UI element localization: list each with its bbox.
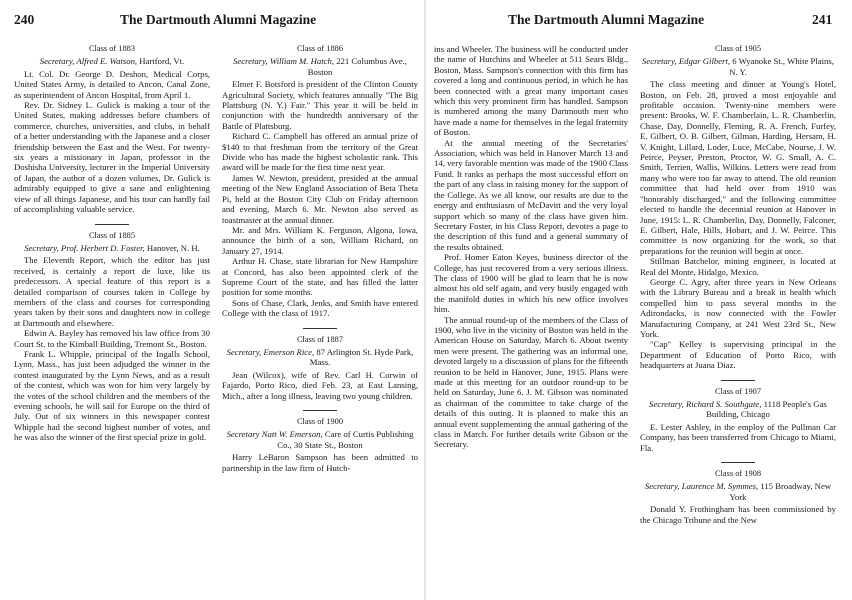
right-page (426, 0, 852, 600)
class-heading: Class of 1886 (296, 44, 344, 53)
news-paragraph: Prof. Homer Eaton Keyes, business director of the College, has just recovered from a very serious illness. The class of 1900 will be glad to learn that he is now almost his old self again, and very busily engaged with the manifold duties in which his new office involves him. (434, 252, 628, 315)
news-paragraph: Harry LeBaron Sampson has been admitted to partnership in the law firm of Hutch- (222, 452, 418, 473)
secretary-address: 221 Columbus Ave., Boston (307, 56, 407, 77)
class-heading: Class of 1900 (296, 417, 344, 426)
page-number: 241 (812, 12, 833, 27)
secretary-line (14, 56, 210, 66)
news-paragraph: Rev. Dr. Sidney L. Gulick is making a tour of the United States, making addresses before chambers of commerce, churches, universities, and clubs, in behalf of a better understanding with the Japanese and a closer friendship between the East and the West. For twenty-six years a missionary in Japan, professor in the Doshisha University, lecturer in the Imperial University of Japan, the author of a dozen volumes, Dr. Gulick is admirably equipped to give a sane and enlightening view of all things Japanese, and his tour can hardly fail of accomplishing valuable service. (14, 100, 210, 215)
class-heading: Class of 1908 (714, 469, 762, 479)
secretary-line (640, 56, 836, 77)
news-paragraph: Lt. Col. Dr. George D. Deshon, Medical Corps, United States Army, is detailed to Ancon, Canal Zone, as superintendent of Ancon Hospital, from April 1. (14, 68, 210, 100)
left-column-2 (222, 44, 418, 473)
news-paragraph: Richard C. Campbell has offered an annual prize of $140 to that freshman from the territory of the Great Divide who has made the highest scholastic rank. This award will be made for the first time next year. (222, 131, 418, 173)
secretary-line (222, 347, 418, 368)
secretary-line (640, 399, 836, 420)
secretary-address: 6 Wyanoke St., White Plains, N. Y. (729, 56, 834, 77)
news-paragraph: Jean (Wilcox), wife of Rev. Carl H. Corwin of Fajardo, Porto Rico, died Feb. 23, at East Lansing, Mich., after a long illness, leaving two young children. (222, 369, 418, 401)
secretary-name: Secretary, Emerson Rice, (226, 346, 315, 357)
news-paragraph: The annual round-up of the members of the Class of 1900, who live in the vicinity of Boston was held in the American House on Saturday, March 6. About twenty men were present. The gathering was an informal one, devoted largely to a discussion of plans for the fifteenth reunion to be held in Hanover, June, 1915. Plans were made at this meeting for an outdoor round-up to be held on Saturday, June 6. J. M. Gibson was nominated as chairman of the committee to take charge of the details of this outing. It is planned to make this an annual event supplementing the annual gathering of the class in March. For further details write Gibson or the Secretary. (434, 314, 628, 450)
secretary-line (640, 481, 836, 502)
secretary-name: Secretary, Edgar Gilbert, (642, 56, 731, 67)
section-divider (303, 410, 337, 411)
secretary-name: Secretary, Richard S. Southgate, (649, 399, 762, 409)
news-paragraph: Donald Y. Frothingham has been commissioned by the Chicago Tribune and the New (640, 504, 836, 525)
news-paragraph: Frank L. Whipple, principal of the Ingalls School, Lynn, Mass., has just been adjudged the winner in the contest inaugurated by the Lynn News, and as a result of the contest, which was won for him very largely by the votes of the school children and the members of the evening schools, he will sail for Europe on the third of July. Out of six winners in this newspaper contest Whipple had the second highest number of votes, and he was also the winner of the first special prize in gold. (14, 348, 210, 443)
secretary-address: Hartford, Vt. (137, 56, 185, 67)
left-column-1 (14, 44, 210, 443)
class-heading: Class of 1907 (714, 386, 762, 396)
section-divider (95, 224, 129, 225)
running-head: The Dartmouth Alumni Magazine (508, 12, 705, 27)
news-paragraph: The class meeting and dinner at Young's Hotel, Boston, on Feb. 28, proved a most enjoyable and profitable occasion. Twenty-nine members were present: Brooks, W. F. Chamberlain, L. R. Chamberlin, Chase, Day, Donnelly, Fleming, R. A. French, Furfey, E. Gilbert, O. B. Gilbert, Gilman, Harding, Hersam, H. V. Knight, Lillard, Loder, Luce, McCabe, Nourse, J. W. Peirce, Peyser, Preston, Proctor, W. G. Small, A. C. Smith, Terrien, Wallis, Wilkins. Letters were read from many who were too far away to attend. The old reunion committee that had held over from 1910 was "honorably discharged," and the following committee elected to handle the decennial reunion at Hanover in June, 1915: L. R. Chamberlin, Day, Donnelly, Falconer, E. Gilbert, Hale, Hills, Hobart, and J. W. Peirce. This committee is now organizing for the work, so that preparations for the reunion will begin at once. (640, 79, 836, 256)
secretary-line (222, 429, 418, 450)
news-paragraph: At the annual meeting of the Secretaries' Association, which was held in Hanover March 13 and 14, very favorable mention was made of the 1900 Class Fund. It ranks as perhaps the most successful effort on the part of any class in raising money for the support of the College. As we all know, our results are due to the energy and enthusiasm of McDavitt and the very loyal support which so many of the class have given him. Secretary Foster, in his Class Report, devotes a page to the description of this fund and a general summary of the results obtained. (434, 137, 628, 252)
class-heading: Class of 1883 (88, 44, 136, 53)
news-paragraph: Edwin A. Bayley has removed his law office from 30 Court St. to the Kimball Building, Tremont St., Boston. (14, 328, 210, 349)
running-head: The Dartmouth Alumni Magazine (120, 12, 317, 27)
right-column-2 (640, 44, 836, 525)
secretary-address: 115 Broadway, New York (729, 481, 832, 502)
class-heading: Class of 1885 (88, 230, 136, 240)
section-divider (721, 380, 755, 381)
news-paragraph: George C. Agry, after three years in New Orleans with the Library Bureau and a break in health which compelled him to pass several months in the Adirondacks, is now connected with the Fowler Manufacturing Company, at 241 West 23rd St., New York. (640, 276, 836, 339)
news-paragraph: E. Lester Ashley, in the employ of the Pullman Car Company, has been transferred from Chicago to Miami, Fla. (640, 421, 836, 453)
section-divider (721, 462, 755, 463)
class-heading: Class of 1905 (714, 44, 762, 53)
secretary-address: 1118 People's Gas Building, Chicago (706, 399, 827, 420)
news-paragraph: Mr. and Mrs. William K. Ferguson, Algona, Iowa, announce the birth of a son, William Richard, on January 27, 1914. (222, 224, 418, 256)
section-divider (303, 328, 337, 329)
secretary-address: Hanover, N. H. (144, 242, 200, 253)
news-paragraph: Stillman Batchelor, mining engineer, is located at Real del Monte, Hidalgo, Mexico. (640, 256, 836, 277)
news-paragraph: ins and Wheeler. The business will be conducted under the name of Hutchins and Wheeler at 511 Sears Bldg., Boston, Mass. Sampson's connection with this firm has covered a long and continuous period, in which he has been connected with a great many important cases which this very prominent firm has handled. Sampson is numbered among the many Dartmouth men who have made a name for themselves in the legal fraternity of Boston. (434, 44, 628, 138)
right-column-1 (434, 44, 628, 450)
news-paragraph: James W. Newton, president, presided at the annual meeting of the New England Association of Beta Theta Pi, held at the Boston City Club on Friday afternoon and evening, March 6. Mr. Newton also served as toastmaster at the annual dinner. (222, 172, 418, 225)
secretary-address: Care of Curtis Publishing Co., 30 State St., Boston (277, 429, 414, 450)
secretary-line (14, 243, 210, 253)
secretary-name: Secretary Natt W. Emerson, (226, 429, 323, 440)
secretary-name: Secretary, Laurence M. Symmes, (644, 481, 759, 492)
secretary-name: Secretary, Alfred E. Watson, (39, 56, 138, 67)
secretary-name: Secretary, William M. Hatch, (233, 56, 335, 67)
news-paragraph: The Eleventh Report, which the editor has just received, is certainly a report de luxe, like its predecessors. A special feature of this report is a detailed comparison of courses taken in College by members of the class and courses for corresponding years taken by their sons and daughters now in college at Dartmouth and elsewhere. (14, 255, 210, 328)
news-paragraph: Elmer F. Botsford is president of the Clinton County Agricultural Society, which features annually "The Big Plattsburg (N. Y.) Fair." This year it will be held in conjunction with the hundredth anniversary of the Battle of Plattsburg. (222, 79, 418, 131)
news-paragraph: Arthur H. Chase, state librarian for New Hampshire at Concord, has also been appointed clerk of the Supreme Court of the state, and has filled the latter position for some months. (222, 256, 418, 298)
secretary-address: 87 Arlington St. Hyde Park, Mass. (309, 346, 414, 368)
news-paragraph: Sons of Chase, Clark, Jenks, and Smith have entered College with the class of 1917. (222, 297, 418, 319)
secretary-name: Secretary, Prof. Herbert D. Foster, (24, 242, 145, 253)
page-number: 240 (14, 12, 35, 27)
news-paragraph: "Cap" Kelley is supervising principal in the Department of Education of Porto Rico, with headquarters at Juana Diaz. (640, 339, 836, 371)
secretary-line (222, 56, 418, 77)
class-heading: Class of 1887 (296, 334, 344, 344)
